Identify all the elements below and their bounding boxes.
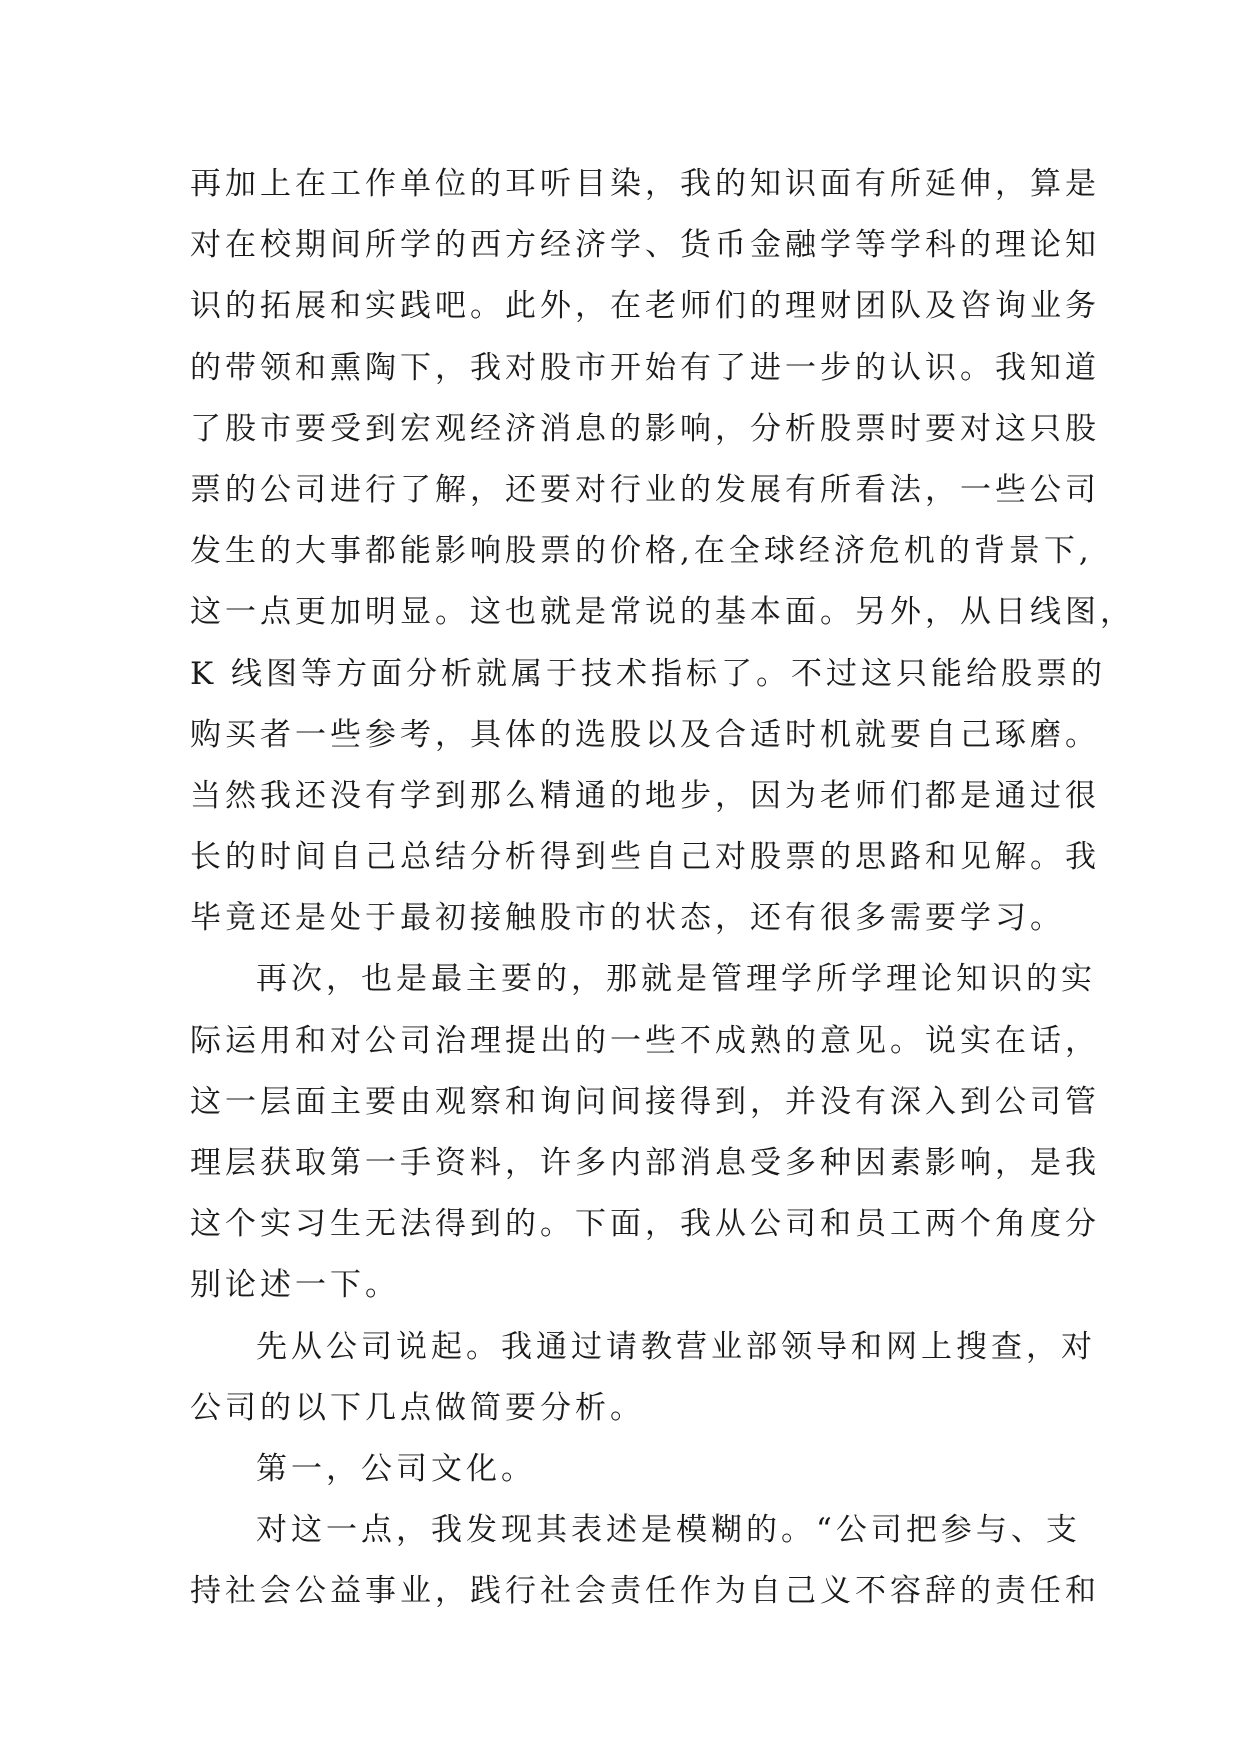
text-line: 对在校期间所学的西方经济学、货币金融学等学科的理论知 [190,227,1100,264]
text-line: 这一层面主要由观察和询问间接得到，并没有深入到公司管 [190,1083,1100,1120]
text-line: 识的拓展和实践吧。此外，在老师们的理财团队及咨询业务 [190,288,1100,325]
section-heading: 第一，公司文化。 [256,1450,536,1487]
paragraph-start-line: 对这一点，我发现其表述是模糊的。“公司把参与、支 [256,1512,1081,1549]
text-line: 别论述一下。 [190,1267,400,1304]
text-line: 的带领和熏陶下，我对股市开始有了进一步的认识。我知道 [190,349,1100,386]
paragraph-start-line: 先从公司说起。我通过请教营业部领导和网上搜查，对 [256,1328,1096,1365]
text-line: 毕竟还是处于最初接触股市的状态，还有很多需要学习。 [190,900,1065,937]
text-line: 发生的大事都能影响股票的价格,在全球经济危机的背景下, [190,533,1093,570]
text-line: 这一点更加明显。这也就是常说的基本面。另外，从日线图， [190,594,1135,631]
text-line: 购买者一些参考，具体的选股以及合适时机就要自己琢磨。 [190,716,1100,753]
text-line: 持社会公益事业，践行社会责任作为自己义不容辞的责任和 [190,1573,1100,1610]
text-line: 再加上在工作单位的耳听目染，我的知识面有所延伸，算是 [190,166,1100,202]
paragraph-start-line: 再次，也是最主要的，那就是管理学所学理论知识的实 [256,961,1096,998]
text-line: 了股市要受到宏观经济消息的影响，分析股票时要对这只股 [190,410,1100,447]
text-line: 公司的以下几点做简要分析。 [190,1389,645,1426]
text-line: 际运用和对公司治理提出的一些不成熟的意见。说实在话， [190,1022,1100,1059]
text-line: 当然我还没有学到那么精通的地步，因为老师们都是通过很 [190,777,1100,814]
text-line: 这个实习生无法得到的。下面，我从公司和员工两个角度分 [190,1206,1100,1243]
text-line: 票的公司进行了解，还要对行业的发展有所看法，一些公司 [190,471,1100,508]
text-line: 长的时间自己总结分析得到些自己对股票的思路和见解。我 [190,839,1100,876]
text-line: K 线图等方面分析就属于技术指标了。不过这只能给股票的 [190,655,1107,692]
body-text [190,154,1135,1623]
text-line: 理层获取第一手资料，许多内部消息受多种因素影响，是我 [190,1145,1100,1181]
